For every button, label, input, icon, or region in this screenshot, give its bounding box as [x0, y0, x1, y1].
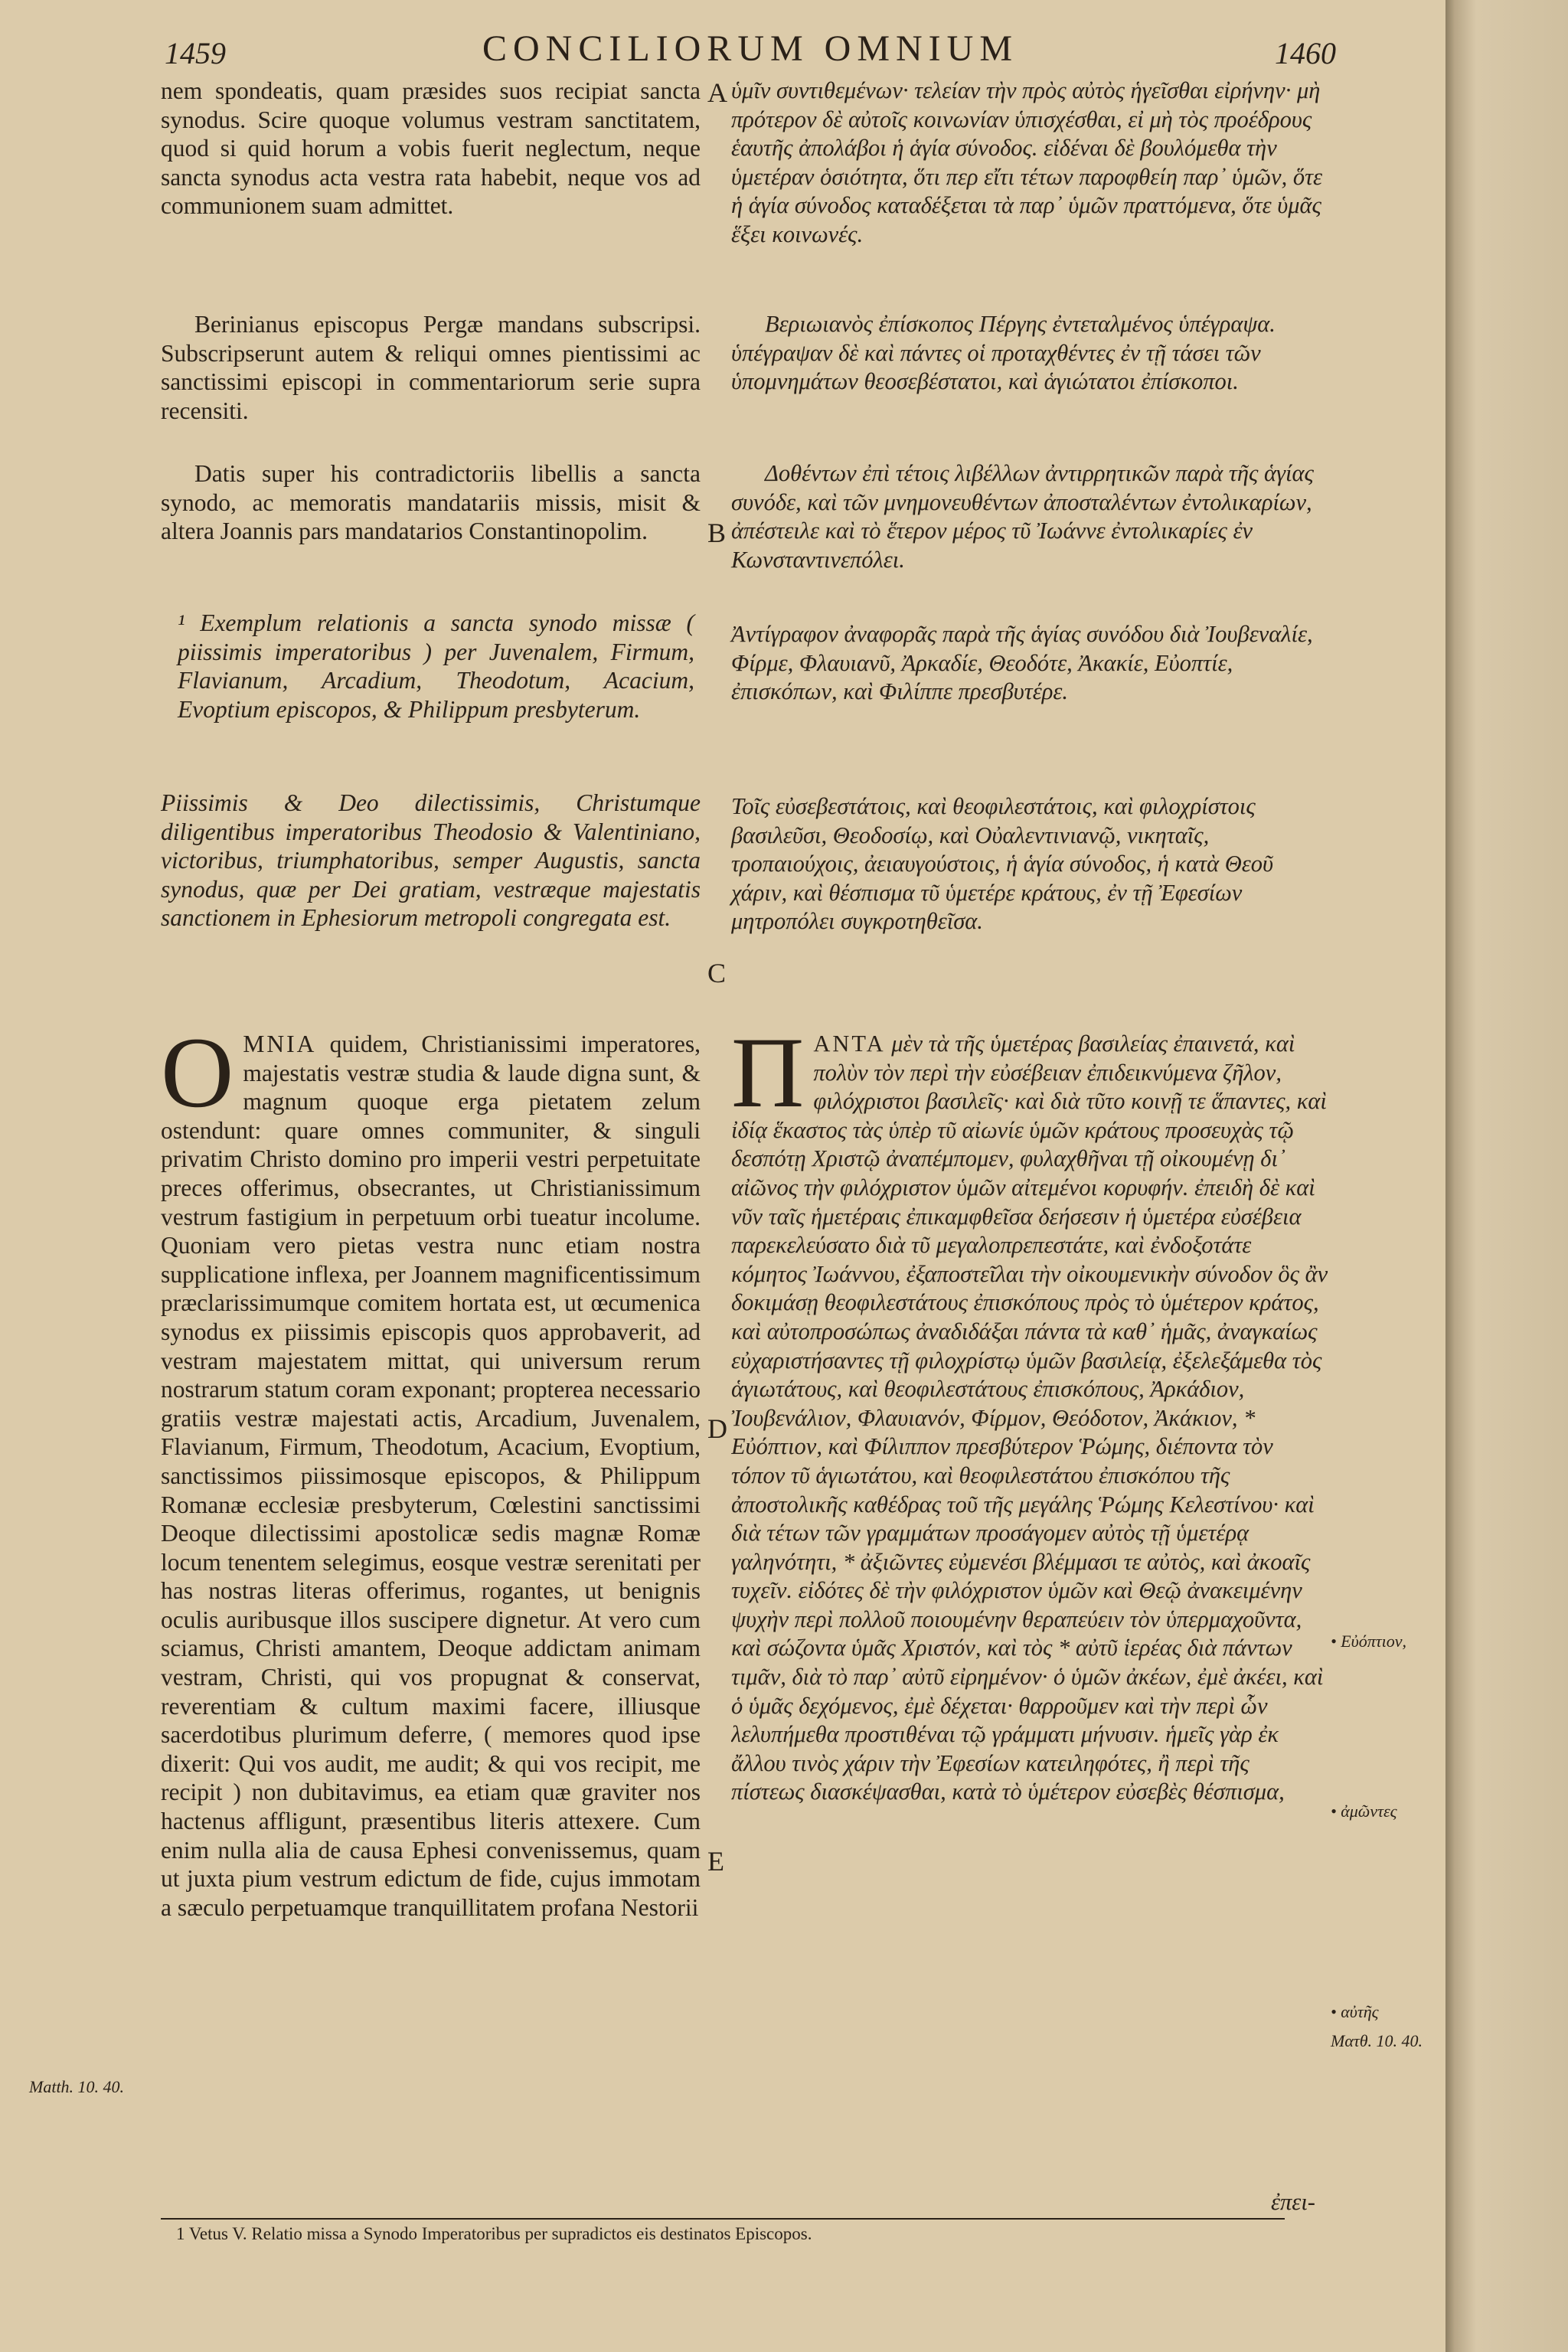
section-letter-a: A [707, 77, 727, 108]
running-header [165, 28, 1336, 74]
greek-paragraph-3: Δοθέντων ἐπὶ τέτοις λιβέλλων ἀντιρρητικῶν παρὰ τῆς ἁγίας συνόδε, καὶ τῶν μνημονευθέντων ἀποσταλέντων ἐντολικαρίων, ἀπέστειλε καὶ τὸ ἕτερον μέρος τῦ Ἰωάννε ἐντολικαρίες ἐν Κωνσταντινεπόλει. [731, 460, 1314, 573]
drop-cap-greek: Π [731, 1030, 805, 1129]
margin-note-left: Matth. 10. 40. [29, 2077, 125, 2096]
greek-paragraph-2: Βεριωιανὸς ἐπίσκοπος Πέργης ἐντεταλμένος ὑπέγραψα. ὑπέγραψαν δὲ καὶ πάντες οἱ προταχθέντες ἐν τῇ τάσει τῶν ὑπομνημάτων θεοσεβέστατοι, καὶ ἁγιώτατοι ἐπίσκοποι. [731, 311, 1276, 395]
margin-note-right-2: • ἀμῶντες [1331, 1802, 1397, 1821]
page-number-left: 1459 [165, 36, 226, 70]
page-number-right: 1460 [1275, 36, 1336, 70]
facing-page-edge [1446, 0, 1568, 2352]
latin-letter-body: O MNIA quidem, Christianissimi imperatores, majestatis vestræ studia & laude digna sunt, & magnum quoque erga pietatem zelum ostendunt: quare omnes communiter, & singuli privatim Christo domino pro imperii vestri perpetuitate preces offerimus, obsecrantes, ut Christianissimum vestrum fastigium in perpetuum orbi tueatur incolume. Quoniam vero pietas vestra nunc etiam nostra supplicatione inflexa, per Joannem magnificentissimum præclarissimumque comitem hortata est, ut œcumenica synodus ex piissimis episcopis quos approbaverit, ad vestram majestatem mittat, qui universum rerum nostrarum statum coram exponant; propterea necessario gratiis vestræ majestati actis, Arcadium, Juvenalem, Flavianum, Firmum, Theodotum, Acacium, Evoptium, sanctissimos piissimosque episcopos, & Philippum Romanæ ecclesiæ presbyterum, Cœlestini sanctissimi Deoque dilectissimi apostolicæ sedis magnæ Romæ locum tenentem selegimus, eosque vestræ serenitati per has nostras literas offerimus, rogantes, ut benignis oculis auribusque illos suscipere dignetur. At vero cum sciamus, Christi amantem, Deoque addictam animam vestram, Christi, qui vos propugnat & conservat, reverentiam & cultum maximi facere, illiusque sacerdotibus plurimum deferre, ( memores quod ipse dixerit: Qui vos audit, me audit; & qui vos recipit, me recipit ) non dubitavimus, ea etiam quæ graviter nos hactenus affligunt, præsentibus literis attexere. Cum enim nulla alia de causa Ephesi convenissemus, quam ut juxta pium vestrum edictum de fide, cujus immotam a sæculo perpetuamque tranquillitatem profana Nestorii [161, 1030, 701, 1921]
drop-cap-latin: O [161, 1030, 234, 1129]
greek-address: Τοῖς εὐσεβεστάτοις, καὶ θεοφιλεστάτοις, καὶ φιλοχρίστοις βασιλεῦσι, Θεοδοσίῳ, καὶ Οὐαλεντινιανῷ, νικηταῖς, τροπαιούχοις, ἀειαυγούστοις, ἡ ἁγία σύνοδος, ἡ κατὰ Θεοῦ χάριν, καὶ θέσπισμα τῦ ὑμετέρε κράτους, ἐν τῇ Ἐφεσίων μητροπόλει συγκροτηθεῖσα. [731, 793, 1274, 935]
catchword: ἐπει- [1271, 2189, 1315, 2215]
margin-note-right-1: • Εὐόπτιον, [1331, 1632, 1407, 1651]
running-title: CONCILIORUM OMNIUM [482, 28, 1018, 69]
section-letter-b: B [707, 518, 727, 548]
section-letter-d: D [707, 1413, 727, 1444]
section-letter-c: C [707, 958, 727, 988]
latin-address: Piissimis & Deo dilectissimis, Christumque diligentibus imperatoribus Theodosio & Valentiniano, victoribus, triumphatoribus, semper Augustis, sancta synodus, quæ per Dei gratiam, vestræque majestatis sanctionem in Ephesiorum metropoli congregata est. [161, 789, 701, 932]
margin-note-right-4: Ματθ. 10. 40. [1331, 2031, 1423, 2050]
greek-paragraph-1: ὑμῖν συντιθεμένων· τελείαν τὴν πρὸς αὐτὸς ἡγεῖσθαι εἰρήνην· μὴ πρότερον δὲ αὐτοῖς κοινωνίαν ὑπισχέσθαι, εἰ μὴ τὸς προέδρους ἑαυτῆς ἀπολάβοι ἡ ἁγία σύνοδος. εἰδέναι δὲ βουλόμεθα τὴν ὑμετέραν ὁσιότητα, ὅτι περ εἴτι τέτων παροφθείη παρ᾽ ὑμῶν, ὅτε ἡ ἁγία σύνοδος καταδέξεται τὰ παρ᾽ ὑμῶν πραττόμενα, ὅτε ὑμᾶς ἕξει κοινωνές. [731, 77, 1323, 247]
footnote: 1 Vetus V. Relatio missa a Synodo Imperatoribus per supradictos eis destinatos Episcopos. [176, 2224, 812, 2243]
latin-paragraph-1: nem spondeatis, quam præsides suos recipiat sancta synodus. Scire quoque volumus vestram sanctitatem, quod si quid horum a vobis fuerit neglectum, neque sancta synodus acta vestra rata habebit, neque vos ad communionem suam admittet. [161, 77, 701, 220]
footnote-rule [161, 2218, 1285, 2220]
greek-heading: Ἀντίγραφον ἀναφορᾶς παρὰ τῆς ἁγίας συνόδου διὰ Ἰουβεναλίε, Φίρμε, Φλαυιανῦ, Ἀρκαδίε, Θεοδότε, Ἀκακίε, Εὐοπτίε, ἐπισκόπων, καὶ Φιλίππε πρεσβυτέρε. [731, 621, 1313, 705]
latin-heading: ¹ Exemplum relationis a sancta synodo missæ ( piissimis imperatoribus ) per Juvenalem, Firmum, Flavianum, Arcadium, Theodotum, Acacium, Evoptium episcopos, & Philippum presbyterum. [178, 609, 694, 723]
greek-letter-body: Π ΑΝΤΑ μὲν τὰ τῆς ὑμετέρας βασιλείας ἐπαινετά, καὶ πολὺν τὸν περὶ τὴν εὐσέβειαν ἐπιδεικνύμενα ζῆλον, φιλόχριστοι βασιλεῖς· καὶ διὰ τῦτο κοινῇ τε ἅπαντες, καὶ ἰδίᾳ ἕκαστος τὰς ὑπὲρ τῦ αἰωνίε ὑμῶν κράτους προσευχὰς τῷ δεσπότῃ Χριστῷ ἀναπέμπομεν, φυλαχθῆναι τῇ οἰκουμένῃ δι᾽ αἰῶνος τὴν φιλόχριστον ὑμῶν αἰτεμένοι κορυφήν. ἐπειδὴ δὲ καὶ νῦν ταῖς ἡμετέραις ἐπικαμφθεῖσα δεήσεσιν ἡ ὑμετέρα εὐσέβεια παρεκελεύσατο διὰ τῦ μεγαλοπρεπεστάτε, καὶ ἐνδοξοτάτε κόμητος Ἰωάννου, ἐξαποστεῖλαι τὴν οἰκουμενικὴν σύνοδον ὃς ἂν δοκιμάσῃ θεοφιλεστάτους ἐπισκόπους πρὸς τὸ ὑμέτερον κράτος, καὶ αὐτοπροσώπως ἀναδιδάξαι πάντα τὰ καθ᾽ ἡμᾶς, ἀναγκαίως εὐχαριστήσαντες τῇ φιλοχρίστῳ ὑμῶν βασιλείᾳ, ἐξελεξάμεθα τὸς ἁγιωτάτους, καὶ θεοφιλεστάτους ἐπισκόπους, Ἀρκάδιον, Ἰουβενάλιον, Φλαυιανόν, Φίρμον, Θεόδοτον, Ἀκάκιον, * Εὐόπτιον, καὶ Φίλιππον πρεσβύτερον Ῥώμης, διέποντα τὸν τόπον τῦ ἁγιωτάτου, καὶ θεοφιλεστάτου ἐπισκόπου τῆς ἀποστολικῆς καθέδρας τοῦ τῆς μεγάλης Ῥώμης Κελεστίνου· καὶ διὰ τέτων τῶν γραμμάτων προσάγομεν αὐτὸς τῇ ὑμετέρᾳ γαληνότητι, * ἀξιῶντες εὐμενέσι βλέμμασι τε αὐτὸς, καὶ ἀκοαῖς τυχεῖν. εἰδότες δὲ τὴν φιλόχριστον ὑμῶν καὶ Θεῷ ἀνακειμένην ψυχὴν περὶ πολλοῦ ποιουμένην θεραπεύειν τὸν ὑπερμαχοῦντα, καὶ σώζοντα ὑμᾶς Χριστόν, καὶ τὸς * αὐτῦ ἱερέας διὰ πάντων τιμᾶν, διὰ τὸ παρ᾽ αὐτῦ εἰρημένον· ὁ ὑμῶν ἀκέων, ἐμὲ ἀκέει, καὶ ὁ ὑμᾶς δεχόμενος, ἐμὲ δέχεται· θαρροῦμεν καὶ τὴν περὶ ὧν λελυπήμεθα προστιθέναι τῷ γράμματι μήνυσιν. ἡμεῖς γὰρ ἐκ ἄλλου τινὸς χάριν τὴν Ἐφεσίων κατειληφότες, ἢ περὶ τῆς πίστεως διασκέψασθαι, κατὰ τὸ ὑμέτερον εὐσεβὲς θέσπισμα, [731, 1030, 1328, 1805]
latin-paragraph-3: Datis super his contradictoriis libellis a sancta synodo, ac memoratis mandatariis missis, misit & altera Joannis pars mandatarios Constantinopolim. [161, 460, 701, 545]
section-letter-e: E [707, 1846, 724, 1877]
latin-paragraph-2: Berinianus episcopus Pergæ mandans subscripsi. Subscripserunt autem & reliqui omnes pientissimi ac sanctissimi episcopi in commentariorum serie supra recensiti. [161, 311, 701, 424]
margin-note-right-3: • αὐτῆς [1331, 2002, 1379, 2021]
